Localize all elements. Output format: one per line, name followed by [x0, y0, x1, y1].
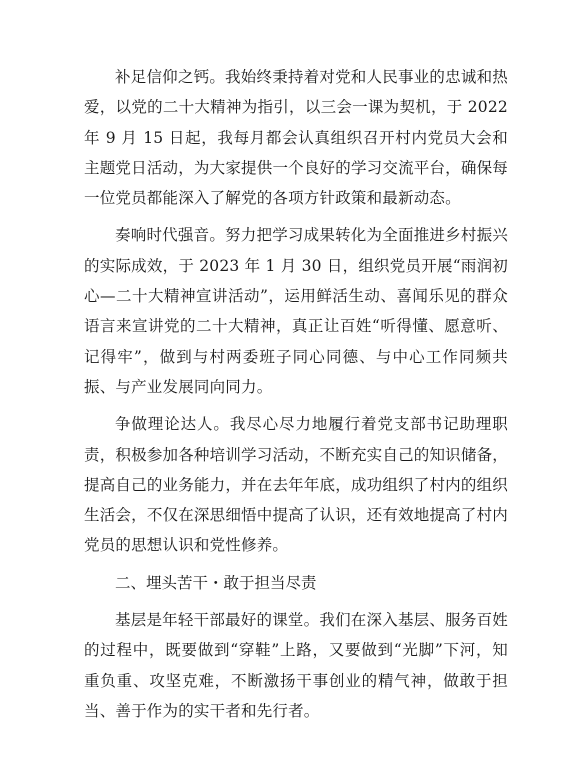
paragraph-faith: 补足信仰之钙。我始终秉持着对党和人民事业的忠诚和热爱，以党的二十大精神为指引，以三会一课为契机，于 2022 年 9 月 15 日起，我每月都会认真组织召开村内党员大会和主题党日活动，为大家提供一个良好的学习交流平台，确保每一位党员都能深入了解党的各项方针政策和最新动态。	[84, 68, 508, 208]
paragraph-times: 奏响时代强音。努力把学习成果转化为全面推进乡村振兴的实际成效，于 2023 年 1 月 30 日，组织党员开展“雨润初心—二十大精神宣讲活动”，运用鲜活生动、喜闻乐见的群众语言来宣讲党的二十大精神，真正让百姓“听得懂、愿意听、记得牢”，做到与村两委班子同心同德、与中心工作同频共振、与产业发展同向同力。	[84, 226, 508, 396]
section-heading: 二、埋头苦干・敢于担当尽责	[115, 573, 317, 592]
paragraph-grassroots: 基层是年轻干部最好的课堂。我们在深入基层、服务百姓的过程中，既要做到“穿鞋”上路，又要做到“光脚”下河，知重负重、攻坚克难，不断激扬干事创业的精气神，做敢于担当、善于作为的实干者和先行者。	[84, 611, 508, 720]
paragraph-theory: 争做理论达人。我尽心尽力地履行着党支部书记助理职责，积极参加各种培训学习活动，不断充实自己的知识储备，提高自己的业务能力，并在去年年底，成功组织了村内的组织生活会，不仅在深思细悟中提高了认识，还有效地提高了村内党员的思想认识和党性修养。	[84, 415, 508, 555]
document-body	[84, 62, 508, 733]
